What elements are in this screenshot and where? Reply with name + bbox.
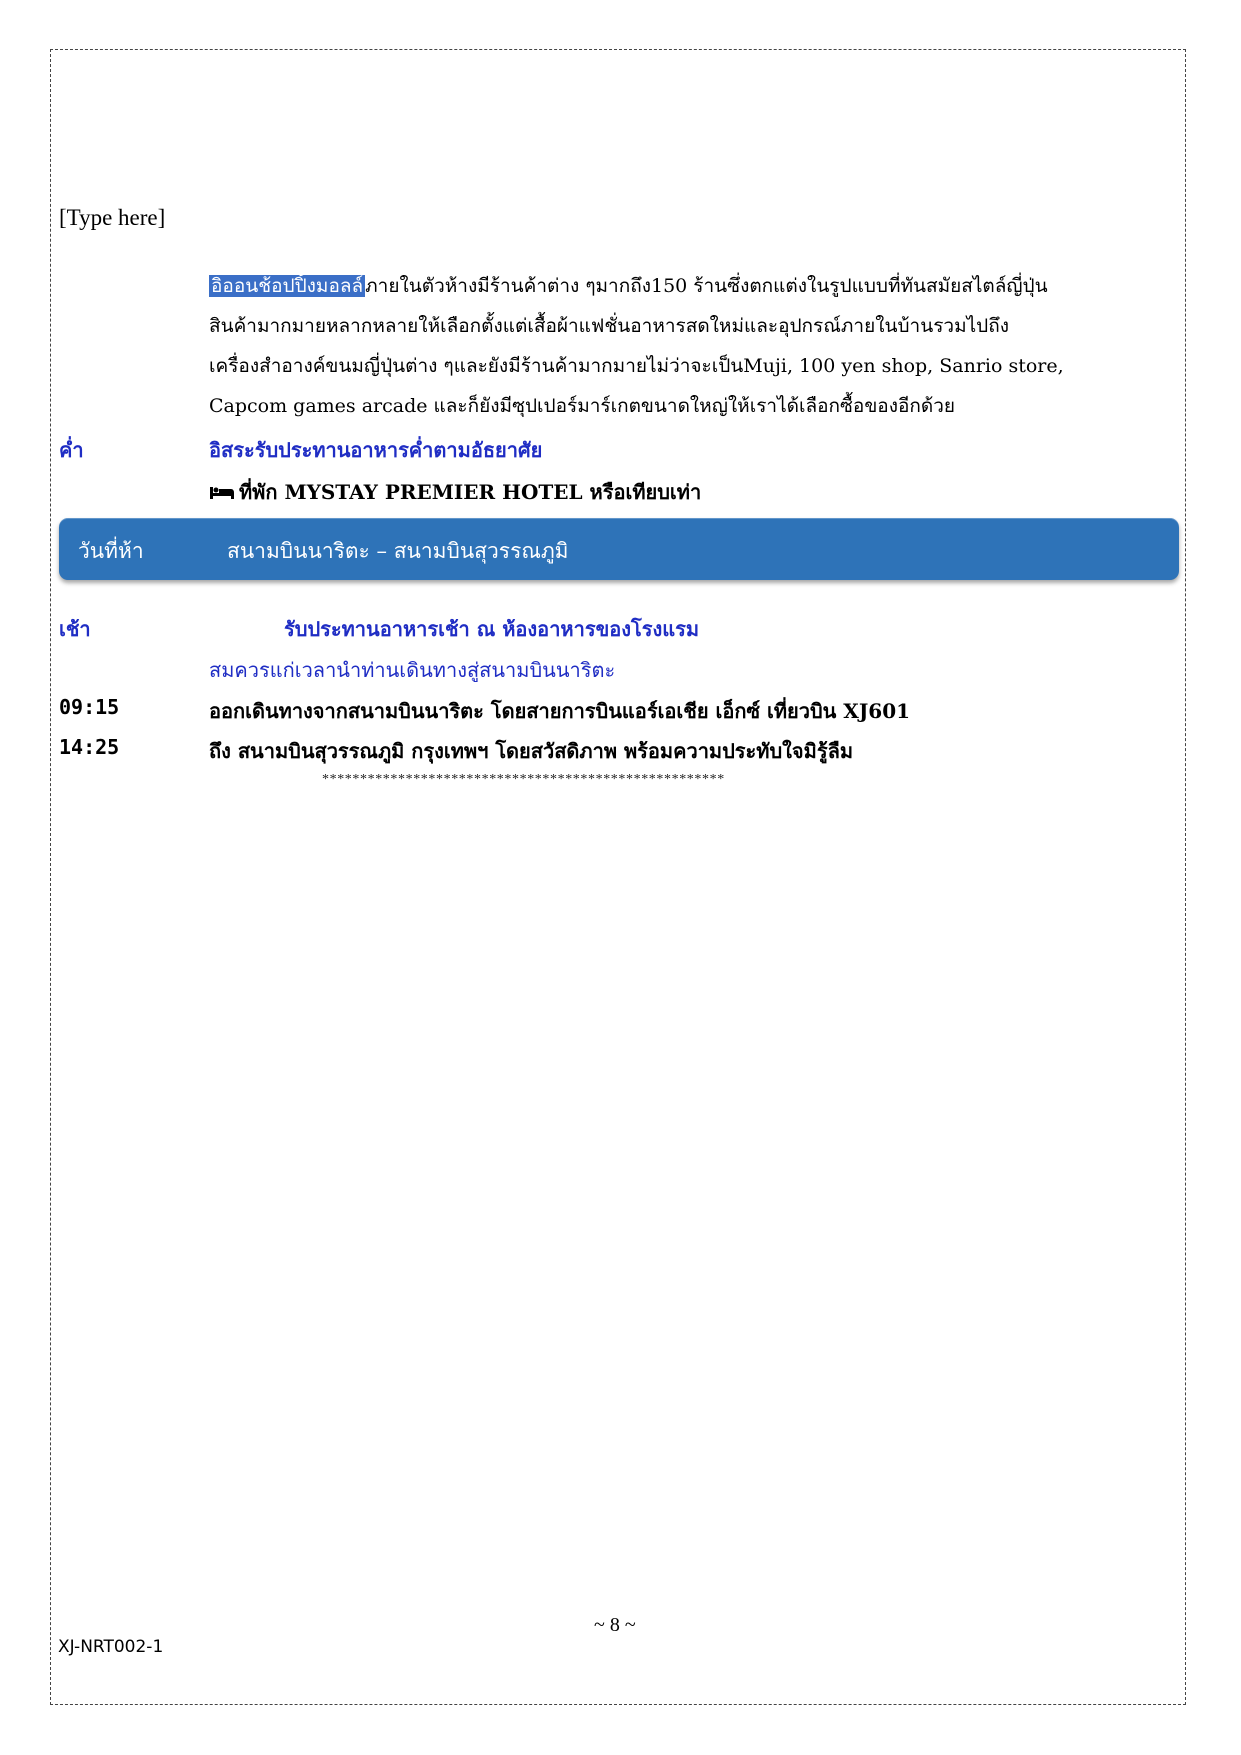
selected-text-highlight[interactable]: อิออนช้อปปิ้งมอลล์	[211, 275, 364, 297]
page-number: ~ 8 ~	[594, 1614, 636, 1636]
hotel-bed-icon	[209, 483, 235, 501]
description-paragraph	[209, 266, 1184, 426]
description-line-1-rest: ภายในตัวห้างมีร้านค้าต่าง ๆมากถึง150 ร้านซึ่งตกแต่งในรูปแบบที่ทันสมัยสไตล์ญี่ปุ่น	[365, 275, 1048, 297]
description-line-3: เครื่องสำอางค์ขนมญี่ปุ่นต่าง ๆและยังมีร้านค้ามากมายไม่ว่าจะเป็นMuji, 100 yen shop, Sanrio store,	[209, 355, 1064, 377]
document-code: XJ-NRT002-1	[58, 1637, 164, 1657]
schedule-time: 09:15	[59, 695, 120, 719]
day-route: สนามบินนาริตะ – สนามบินสุวรรณภูมิ	[227, 539, 569, 563]
day-banner	[59, 518, 1179, 580]
transfer-text: สมควรแก่เวลานำท่านเดินทางสู่สนามบินนาริตะ	[209, 658, 616, 682]
description-line-2: สินค้ามากมายหลากหลายให้เลือกตั้งแต่เสื้อผ้าแฟชั่นอาหารสดใหม่และอุปกรณ์ภายในบ้านรวมไปถึง	[209, 315, 1009, 337]
schedule-text: ถึง สนามบินสุวรรณภูมิ กรุงเทพฯ โดยสวัสดิภาพ พร้อมความประทับใจมิรู้ลืม	[209, 739, 854, 763]
dinner-label: ค่ำ	[59, 438, 84, 462]
day-label: วันที่ห้า	[78, 539, 144, 563]
schedule-text: ออกเดินทางจากสนามบินนาริตะ โดยสายการบินแอร์เอเชีย เอ็กซ์ เที่ยวบิน XJ601	[209, 699, 911, 723]
hotel-line	[209, 476, 701, 508]
breakfast-text: รับประทานอาหารเช้า ณ ห้องอาหารของโรงแรม	[284, 617, 700, 641]
dinner-text: อิสระรับประทานอาหารค่ำตามอัธยาศัย	[209, 438, 543, 462]
header-placeholder[interactable]: [Type here]	[59, 205, 166, 230]
description-line-4: Capcom games arcade และก็ยังมีซุปเปอร์มาร์เกตขนาดใหญ่ให้เราได้เลือกซื้อของอีกด้วย	[209, 395, 956, 417]
hotel-text: ที่พัก MYSTAY PREMIER HOTEL หรือเทียบเท่า	[239, 480, 702, 504]
description-line-1	[209, 266, 1184, 306]
breakfast-label: เช้า	[59, 617, 91, 641]
separator-stars: *****************************************************	[322, 772, 725, 787]
schedule-time: 14:25	[59, 735, 120, 759]
